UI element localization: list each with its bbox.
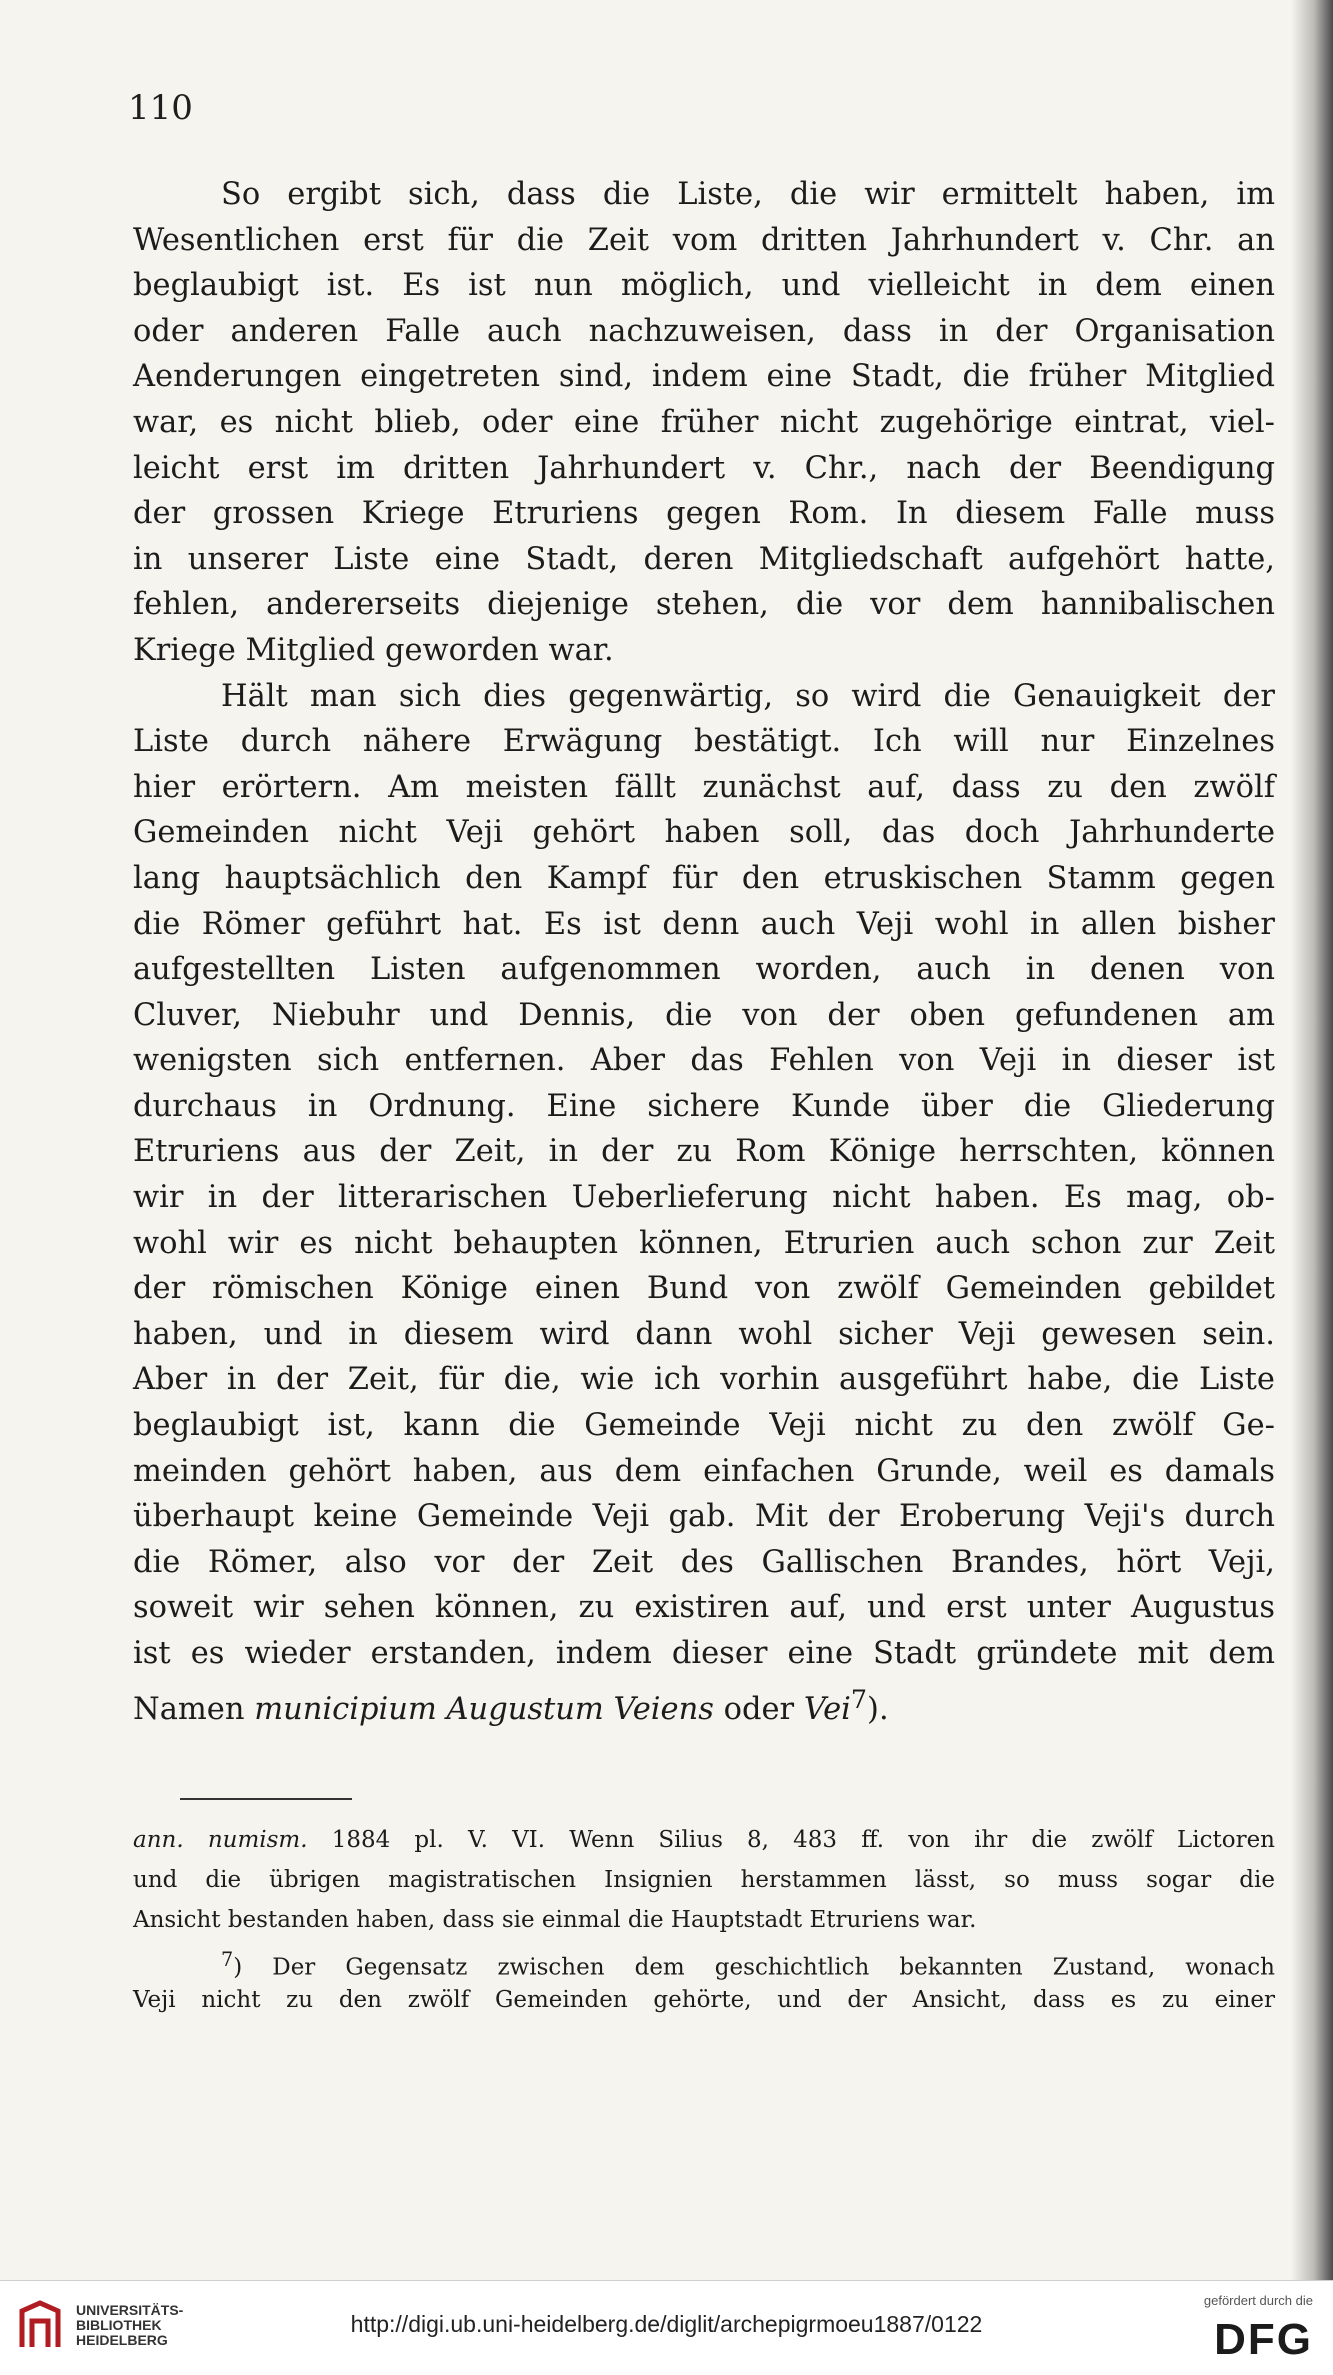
text-line: Aber in der Zeit, für die, wie ich vorhin ausgeführt habe, die Liste [133,1362,1275,1398]
text-line-with-italics [133,1677,1275,1727]
text-line: wir in der litterarischen Ueberlieferung nicht haben. Es mag, ob- [133,1180,1275,1216]
text-line: der römischen Könige einen Bund von zwölf Gemeinden gebildet [133,1271,1275,1307]
footnote-marker: 7 [850,1683,868,1714]
footnote-line: und die übrigen magistratischen Insignien herstammen lässt, so muss sogar die [133,1867,1275,1893]
footnote-line: Veji nicht zu den zwölf Gemeinden gehörte, und der Ansicht, dass es zu einer [133,1987,1275,2013]
text-line: Gemeinden nicht Veji gehört haben soll, das doch Jahrhunderte [133,815,1275,851]
institution-line: HEIDELBERG [76,2332,168,2348]
text-line: die Römer, also vor der Zeit des Gallischen Brandes, hört Veji, [133,1544,1275,1580]
text-line: beglaubigt ist. Es ist nun möglich, und vielleicht in dem einen [133,268,1275,304]
text-line: wohl wir es nicht behaupten können, Etrurien auch schon zur Zeit [133,1225,1275,1261]
text-line: war, es nicht blieb, oder eine früher nicht zugehörige eintrat, viel- [133,404,1275,440]
page-edge-shadow [1291,0,1333,2280]
text-line: ist es wieder erstanden, indem dieser eine Stadt gründete mit dem [133,1636,1275,1671]
permalink-url[interactable]: http://digi.ub.uni-heidelberg.de/diglit/archepigrmoeu1887/0122 [350,2311,983,2337]
text-line: haben, und in diesem wird dann wohl sicher Veji gewesen sein. [133,1316,1275,1352]
text-run: Namen [133,1691,255,1727]
text-line: fehlen, andererseits diejenige stehen, die vor dem hannibalischen [133,587,1275,623]
text-run: oder [713,1691,804,1727]
italic-text: municipium Augustum Veiens [254,1691,714,1727]
text-run: ). [867,1691,889,1727]
italic-text: Vei [803,1691,851,1727]
text-line: oder anderen Falle auch nachzuweisen, dass in der Organisation [133,313,1275,349]
text-line: überhaupt keine Gemeinde Veji gab. Mit der Eroberung Veji's durch [133,1499,1275,1535]
dfg-logo: DFG [1214,2315,1313,2364]
institution-line: BIBLIOTHEK [76,2317,162,2333]
page-number: 110 [128,88,193,128]
text-run: ) Der Gegensatz zwischen dem geschichtlich bekannten Zustand, wonach [233,1954,1275,1981]
text-line: durchaus in Ordnung. Eine sichere Kunde über die Gliederung [133,1088,1275,1124]
institution-line: UNIVERSITÄTS- [76,2302,184,2318]
italic-text: ann. numism. [133,1827,308,1853]
viewer-footer [0,2280,1333,2375]
body-text [133,172,1275,1727]
text-line: leicht erst im dritten Jahrhundert v. Chr., nach der Beendigung [133,450,1275,486]
text-line: Liste durch nähere Erwägung bestätigt. Ich will nur Einzelnes [133,724,1275,760]
text-line: So ergibt sich, dass die Liste, die wir ermittelt haben, im [221,177,1275,212]
footnotes [133,1820,1275,2020]
footnote-divider [180,1798,352,1800]
text-line: beglaubigt ist, kann die Gemeinde Veji nicht zu den zwölf Ge- [133,1408,1275,1444]
text-run: 1884 pl. V. VI. Wenn Silius 8, 483 ff. von ihr die zwölf Lictoren [307,1827,1275,1853]
text-line: der grossen Kriege Etruriens gegen Rom. In diesem Falle muss [133,496,1275,532]
text-line: Wesentlichen erst für die Zeit vom dritten Jahrhundert v. Chr. an [133,222,1275,258]
paragraph-1 [133,172,1275,674]
paragraph-2 [133,674,1275,1727]
text-line: aufgestellten Listen aufgenommen worden, auch in denen von [133,952,1275,988]
text-line: wenigsten sich entfernen. Aber das Fehlen von Veji in dieser ist [133,1043,1275,1079]
text-line: Aenderungen eingetreten sind, indem eine Stadt, die früher Mitglied [133,359,1275,395]
text-line: Kriege Mitglied geworden war. [133,632,614,668]
text-line: Hält man sich dies gegenwärtig, so wird die Genauigkeit der [221,678,1275,714]
text-line: soweit wir sehen können, zu existiren auf, und erst unter Augustus [133,1590,1275,1626]
text-line: hier erörtern. Am meisten fällt zunächst auf, dass zu den zwölf [133,769,1275,805]
text-line: meinden gehört haben, aus dem einfachen Grunde, weil es damals [133,1453,1275,1489]
text-line: Etruriens aus der Zeit, in der zu Rom Könige herrschten, können [133,1134,1275,1170]
footnote-line: Ansicht bestanden haben, dass sie einmal die Hauptstadt Etruriens war. [133,1907,977,1933]
text-line: Cluver, Niebuhr und Dennis, die von der oben gefundenen am [133,997,1275,1033]
text-line: lang hauptsächlich den Kampf für den etruskischen Stamm gegen [133,860,1275,896]
funding-caption: gefördert durch die [1203,2293,1313,2308]
text-line: in unserer Liste eine Stadt, deren Mitgliedschaft aufgehört hatte, [133,541,1275,577]
footnote-line [133,1820,1275,1860]
footnote-line [133,1940,1275,1980]
footnote-marker: 7 [221,1948,234,1971]
text-line: die Römer geführt hat. Es ist denn auch Veji wohl in allen bisher [133,906,1275,942]
